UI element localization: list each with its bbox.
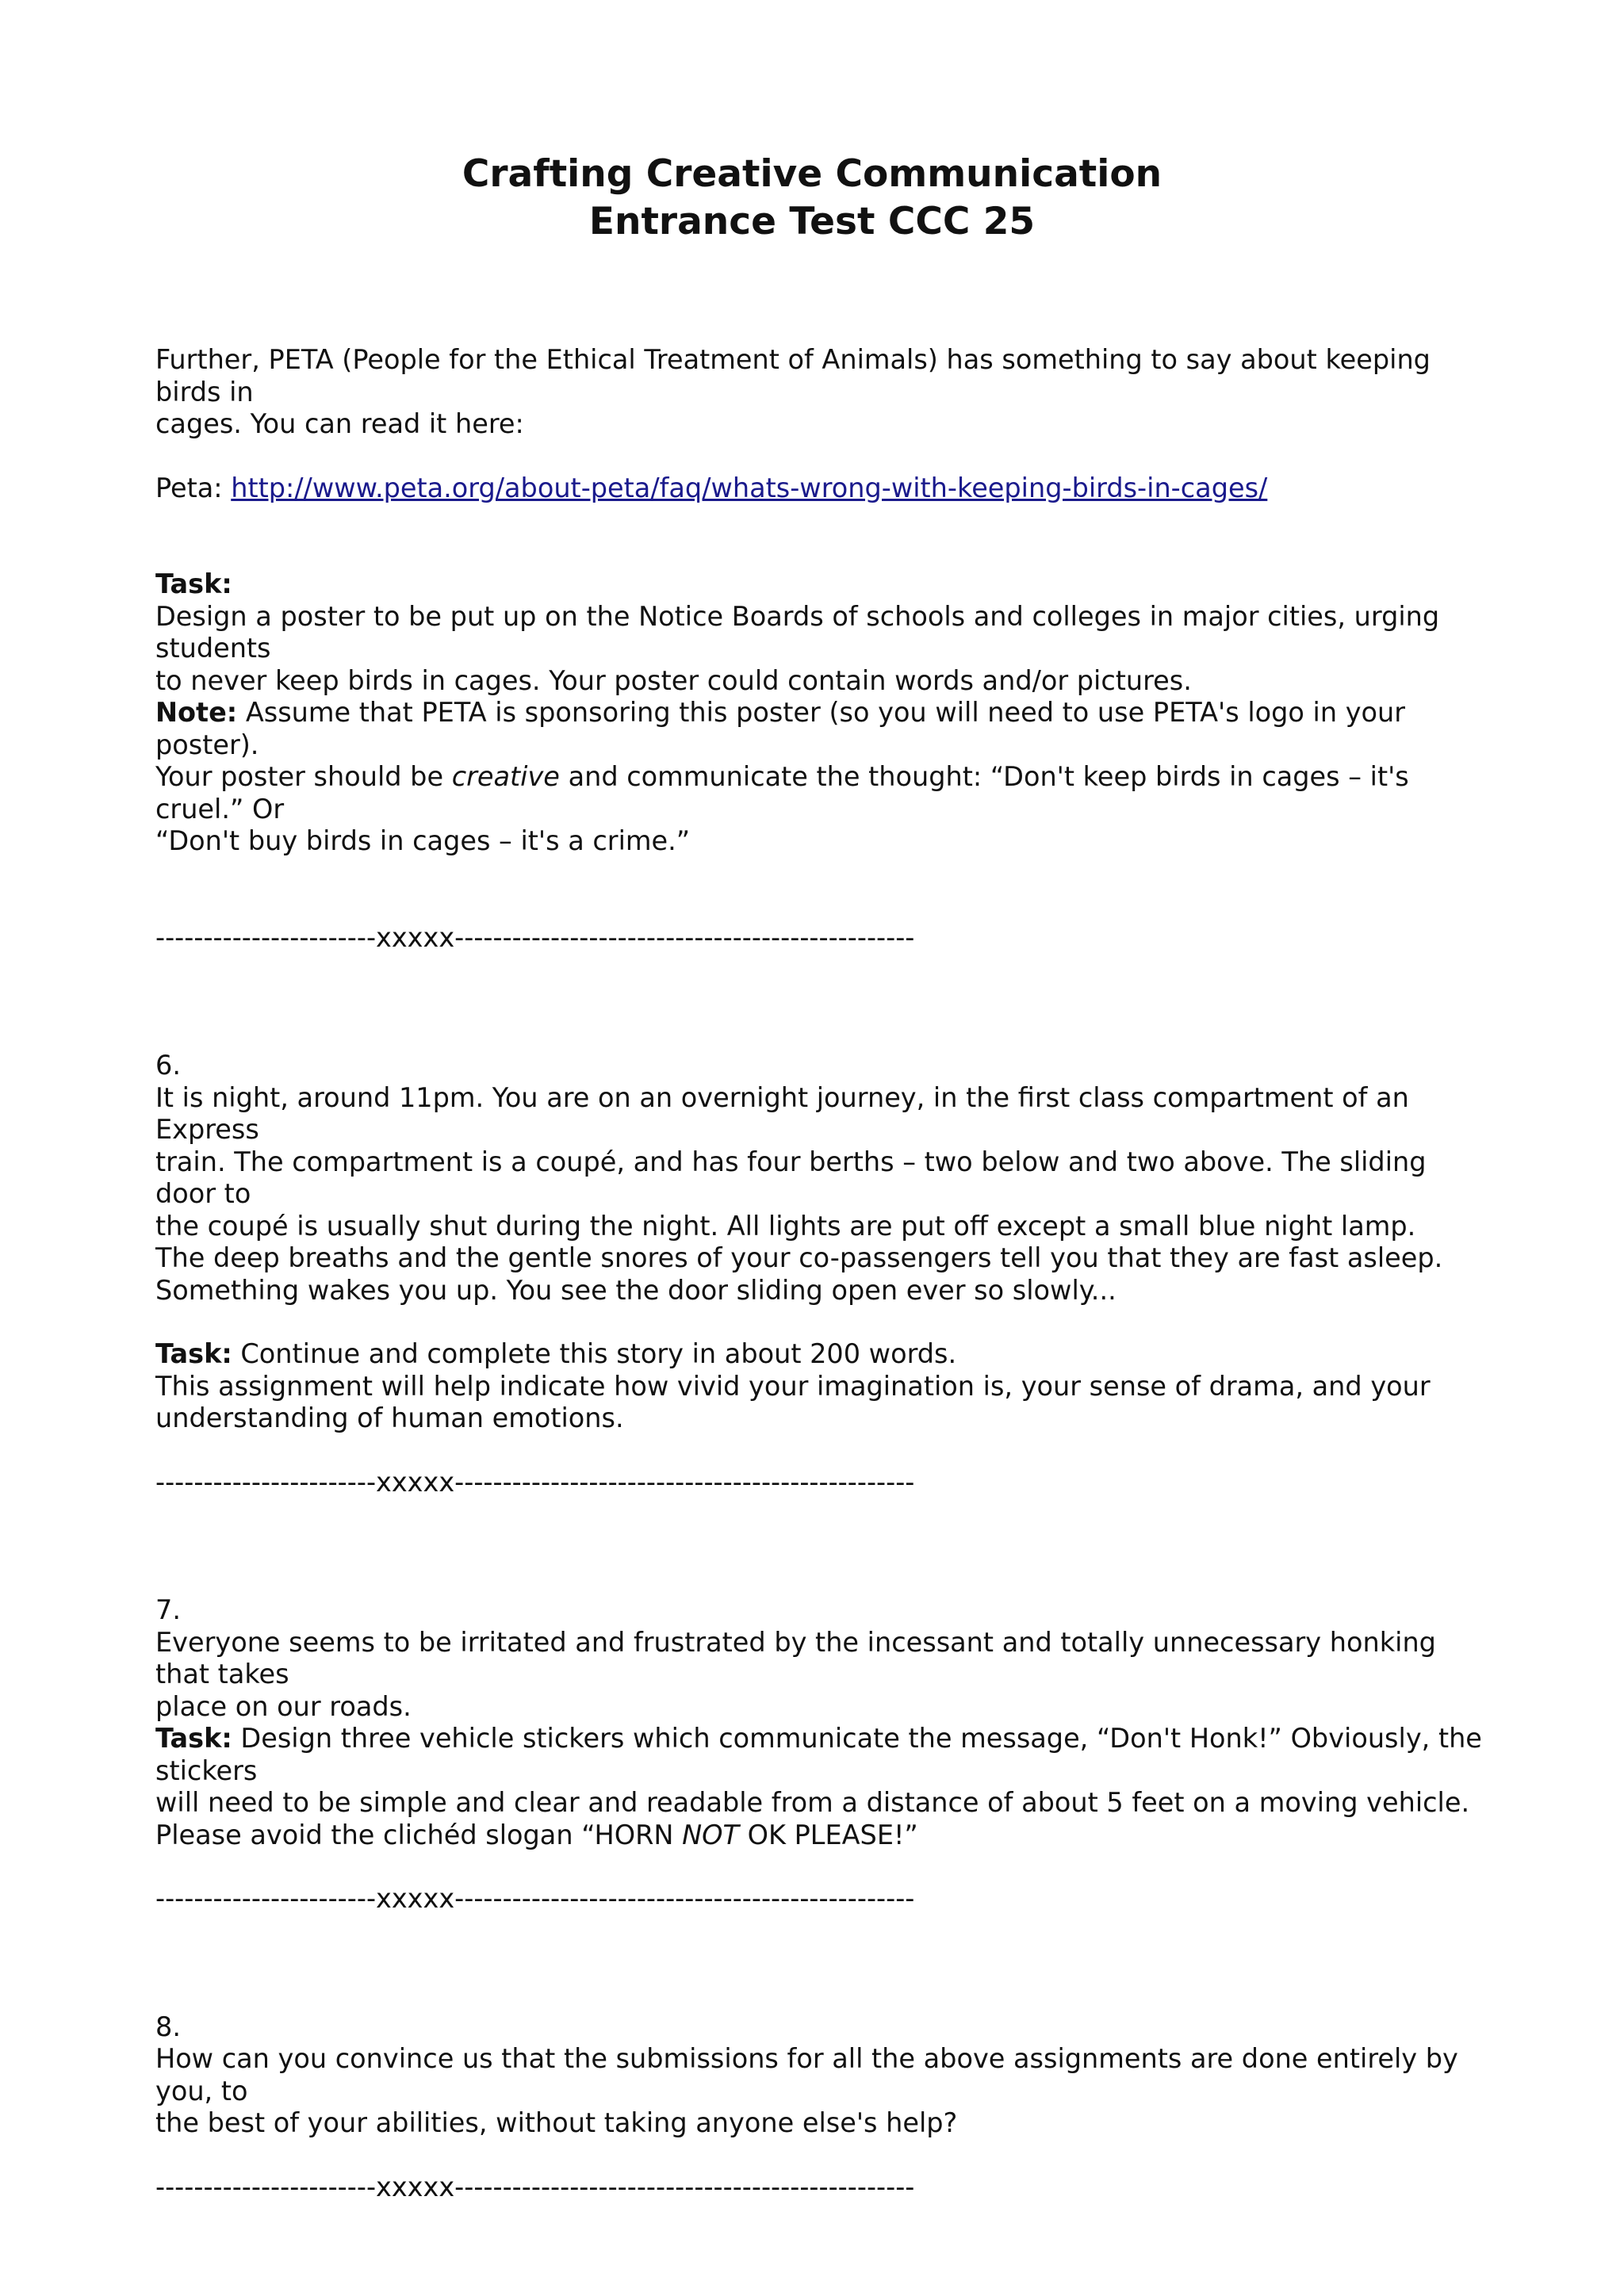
intro-line: cages. You can read it here: xyxy=(155,408,524,439)
question-text-line: the coupé is usually shut during the night. All lights are put off except a small blue night lamp. xyxy=(155,1210,1416,1242)
question-text-line: It is night, around 11pm. You are on an overnight journey, in the first class compartment of an Express xyxy=(155,1081,1409,1145)
question-text-line xyxy=(155,1820,1488,1852)
question-number: 7. xyxy=(155,1594,181,1625)
question-text-line: This assignment will help indicate how vivid your imagination is, your sense of drama, and your xyxy=(155,1370,1431,1402)
note-text: Assume that PETA is sponsoring this poster (so you will need to use PETA's logo in your poster). xyxy=(155,697,1406,760)
question-text-line: place on our roads. xyxy=(155,1690,412,1722)
task-text-line: Design a poster to be put up on the Notice Boards of schools and colleges in major cities, urging students xyxy=(155,600,1440,664)
peta-link-line xyxy=(155,473,1488,505)
section-divider: -----------------------xxxxx------------------------------------------------ xyxy=(155,921,915,953)
task-line xyxy=(155,1338,1488,1371)
task-text: Design three vehicle stickers which communicate the message, “Don't Honk!” Obviously, the stickers xyxy=(155,1723,1482,1786)
question-text-line: understanding of human emotions. xyxy=(155,1402,624,1433)
note-label: Note: xyxy=(155,697,238,728)
peta-link[interactable]: http://www.peta.org/about-peta/faq/whats-wrong-with-keeping-birds-in-cages/ xyxy=(231,472,1268,503)
task-text-line: to never keep birds in cages. Your poster could contain words and/or pictures. xyxy=(155,664,1192,696)
task-label: Task: xyxy=(155,1723,232,1754)
document-subtitle: Entrance Test CCC 25 xyxy=(588,200,1036,243)
section-divider: -----------------------xxxxx------------------------------------------------ xyxy=(155,2171,915,2202)
section-divider: -----------------------xxxxx------------------------------------------------ xyxy=(155,1466,915,1498)
question-text-line: How can you convince us that the submissions for all the above assignments are done entirely by you, to xyxy=(155,2043,1458,2107)
question-text-segment: OK PLEASE!” xyxy=(738,1819,918,1850)
task-text-segment: and communicate the thought: “Don't keep birds in cages – it's cruel.” Or xyxy=(155,761,1409,825)
question-text-line: The deep breaths and the gentle snores of your co-passengers tell you that they are fast asleep. xyxy=(155,1242,1443,1273)
task-line xyxy=(155,1723,1488,1787)
task-label: Task: xyxy=(155,1338,232,1369)
question-text-line: Something wakes you up. You see the door sliding open ever so slowly... xyxy=(155,1274,1116,1306)
note-line xyxy=(155,697,1488,761)
question-text-line: train. The compartment is a coupé, and has four berths – two below and two above. The sliding door to xyxy=(155,1146,1427,1209)
question-number: 8. xyxy=(155,2011,181,2042)
document-title: Crafting Creative Communication xyxy=(462,152,1162,196)
section-divider: -----------------------xxxxx------------------------------------------------ xyxy=(155,1883,915,1914)
task-label: Task: xyxy=(155,568,232,599)
task-text-line xyxy=(155,761,1488,825)
task-text-segment: Your poster should be xyxy=(155,761,452,792)
document-body xyxy=(155,344,1488,2203)
peta-link-label: Peta: xyxy=(155,472,232,503)
task-text: Continue and complete this story in about 200 words. xyxy=(232,1338,957,1369)
question-text-line: Everyone seems to be irritated and frustrated by the incessant and totally unnecessary honking that takes xyxy=(155,1626,1436,1689)
question-text-line: the best of your abilities, without taking anyone else's help? xyxy=(155,2107,958,2138)
question-text-segment: Please avoid the clichéd slogan “HORN xyxy=(155,1819,683,1850)
question-number: 6. xyxy=(155,1050,181,1081)
task-text-line: “Don't buy birds in cages – it's a crime.” xyxy=(155,825,691,856)
intro-line: Further, PETA (People for the Ethical Treatment of Animals) has something to say about keeping birds in xyxy=(155,344,1431,408)
emphasis-creative: creative xyxy=(451,761,560,792)
document-header xyxy=(0,151,1624,246)
question-text-line: will need to be simple and clear and readable from a distance of about 5 feet on a moving vehicle. xyxy=(155,1787,1470,1818)
emphasis-not: NOT xyxy=(682,1819,739,1850)
